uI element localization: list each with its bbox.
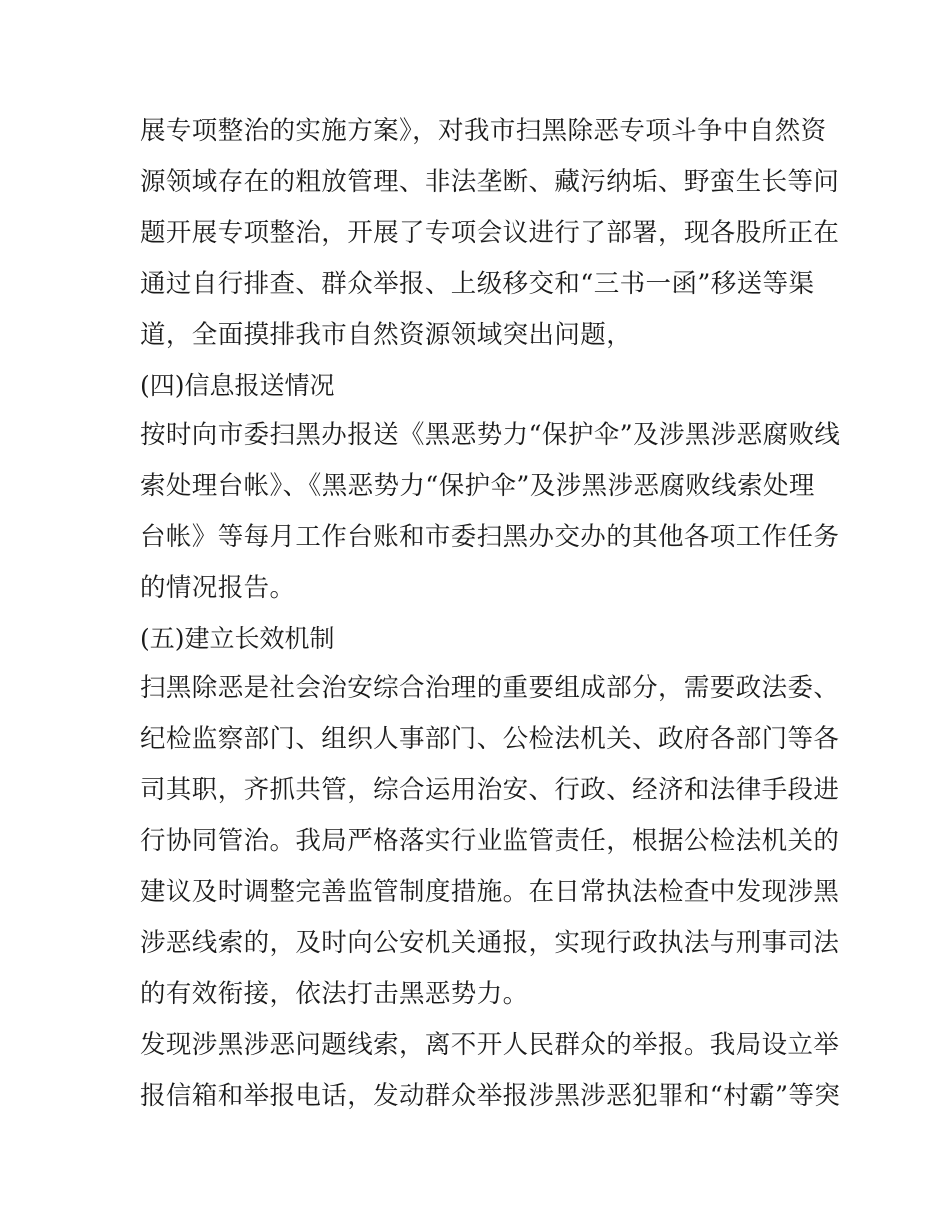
paragraph-public-reporting [140,1020,841,1122]
text-line: 通过自行排查、群众举报、上级移交和“三书一函”移送等渠 [140,269,815,299]
text-line: 行协同管治。我局严格落实行业监管责任，根据公检法机关的 [140,826,840,856]
paragraph-long-term-mechanism [140,663,840,1020]
text-line: 报信箱和举报电话，发动群众举报涉黑涉恶犯罪和“村霸”等突 [140,1081,841,1111]
text-line: 纪检监察部门、组织人事部门、公检法机关、政府各部门等各 [140,724,840,754]
section-heading-long-term-mechanism: (五)建立长效机制 [140,624,335,653]
text-line: 发现涉黑涉恶问题线索，离不开人民群众的举报。我局设立举 [140,1030,840,1060]
text-line: 源领域存在的粗放管理、非法垄断、藏污纳垢、野蛮生长等问 [140,167,840,197]
text-line: 建议及时调整完善监管制度措施。在日常执法检查中发现涉黑 [140,877,840,907]
paragraph-implementation-plan [140,106,840,361]
section-heading-info-reporting: (四)信息报送情况 [140,371,335,400]
text-line: 展专项整治的实施方案》，对我市扫黑除恶专项斗争中自然资 [140,116,827,146]
paragraph-info-reporting [140,410,841,614]
text-line: 的有效衔接，依法打击黑恶势力。 [140,979,529,1009]
text-line: 司其职，齐抓共管，综合运用治安、行政、经济和法律手段进 [140,775,840,805]
text-line: 索处理台帐》、《黑恶势力“保护伞”及涉黑涉恶腐败线索处理 [140,471,815,501]
text-line: 台帐》等每月工作台账和市委扫黑办交办的其他各项工作任务 [140,522,840,552]
text-line: 扫黑除恶是社会治安综合治理的重要组成部分，需要政法委、 [140,673,840,703]
text-line: 道，全面摸排我市自然资源领域突出问题， [140,320,633,350]
document-body [140,106,841,1122]
text-line: 涉恶线索的，及时向公安机关通报，实现行政执法与刑事司法 [140,928,840,958]
text-line: 的情况报告。 [140,573,296,603]
text-line: 按时向市委扫黑办报送《黑恶势力“保护伞”及涉黑涉恶腐败线 [140,420,841,450]
text-line: 题开展专项整治，开展了专项会议进行了部署，现各股所正在 [140,218,840,248]
